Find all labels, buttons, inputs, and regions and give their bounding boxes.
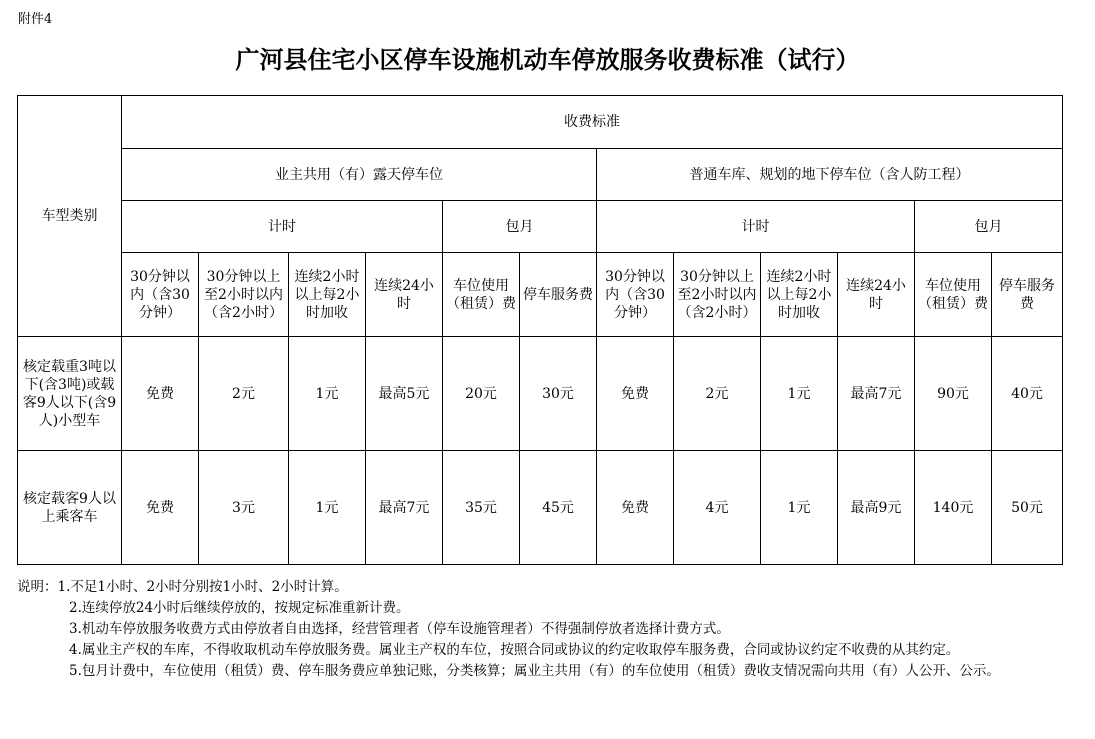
column-header: 连续24小时 (838, 253, 915, 337)
column-header: 车位使用（租赁）费 (915, 253, 992, 337)
table-row (18, 337, 1063, 451)
table-cell: 45元 (520, 451, 597, 565)
monthly-header: 包月 (443, 201, 597, 253)
column-header: 30分钟以内（含30分钟） (122, 253, 199, 337)
column-header: 停车服务费 (992, 253, 1063, 337)
table-cell: 最高9元 (838, 451, 915, 565)
timed-header: 计时 (122, 201, 443, 253)
note-line: 4.属业主产权的车库，不得收取机动车停放服务费。属业主产权的车位，按照合同或协议的约定收取停车服务费，合同或协议约定不收费的从其约定。 (69, 642, 960, 658)
vehicle-type-cell: 核定载客9人以上乘客车 (18, 451, 122, 565)
timed-header: 计时 (597, 201, 915, 253)
attachment-label: 附件4 (18, 12, 53, 27)
page-title: 广河县住宅小区停车设施机动车停放服务收费标准（试行） (235, 46, 860, 74)
table-cell: 免费 (122, 337, 199, 451)
table-cell: 免费 (597, 337, 674, 451)
table-cell: 40元 (992, 337, 1063, 451)
vehicle-type-cell: 核定载重3吨以下(含3吨)或载客9人以下(含9人)小型车 (18, 337, 122, 451)
column-header: 30分钟以上至2小时以内（含2小时） (199, 253, 289, 337)
vehicle-type-header: 车型类别 (18, 96, 122, 337)
column-header: 连续2小时以上每2小时加收 (761, 253, 838, 337)
table-cell: 1元 (761, 337, 838, 451)
column-header: 30分钟以上至2小时以内（含2小时） (674, 253, 761, 337)
column-header: 停车服务费 (520, 253, 597, 337)
table-row (18, 451, 1063, 565)
group-header-open-air: 业主共用（有）露天停车位 (122, 149, 597, 201)
table-cell: 4元 (674, 451, 761, 565)
table-cell: 最高5元 (366, 337, 443, 451)
column-header: 连续24小时 (366, 253, 443, 337)
table-cell: 免费 (122, 451, 199, 565)
fee-standard-header: 收费标准 (122, 96, 1063, 149)
table-cell: 1元 (289, 451, 366, 565)
monthly-header: 包月 (915, 201, 1063, 253)
note-line: 2.连续停放24小时后继续停放的，按规定标准重新计费。 (69, 600, 410, 616)
notes-section (17, 577, 1062, 682)
note-text: 1.不足1小时、2小时分别按1小时、2小时计算。 (57, 579, 348, 595)
group-header-garage: 普通车库、规划的地下停车位（含人防工程） (597, 149, 1063, 201)
table-cell: 2元 (674, 337, 761, 451)
note-line (17, 577, 1062, 598)
notes-prefix: 说明： (17, 579, 58, 595)
table-cell: 1元 (289, 337, 366, 451)
table-cell: 20元 (443, 337, 520, 451)
table-cell: 最高7元 (366, 451, 443, 565)
table-cell: 90元 (915, 337, 992, 451)
table-cell: 1元 (761, 451, 838, 565)
table-cell: 140元 (915, 451, 992, 565)
fee-standard-table (17, 95, 1063, 565)
table-cell: 3元 (199, 451, 289, 565)
table-cell: 50元 (992, 451, 1063, 565)
table-cell: 35元 (443, 451, 520, 565)
table-cell: 30元 (520, 337, 597, 451)
column-header: 车位使用（租赁）费 (443, 253, 520, 337)
table-cell: 免费 (597, 451, 674, 565)
table-cell: 最高7元 (838, 337, 915, 451)
column-header: 连续2小时以上每2小时加收 (289, 253, 366, 337)
note-line: 5.包月计费中，车位使用（租赁）费、停车服务费应单独记账，分类核算；属业主共用（有）的车位使用（租赁）费收支情况需向共用（有）人公开、公示。 (69, 663, 1000, 679)
table-cell: 2元 (199, 337, 289, 451)
note-line: 3.机动车停放服务收费方式由停放者自由选择，经营管理者（停车设施管理者）不得强制停放者选择计费方式。 (69, 621, 730, 637)
column-header: 30分钟以内（含30分钟） (597, 253, 674, 337)
